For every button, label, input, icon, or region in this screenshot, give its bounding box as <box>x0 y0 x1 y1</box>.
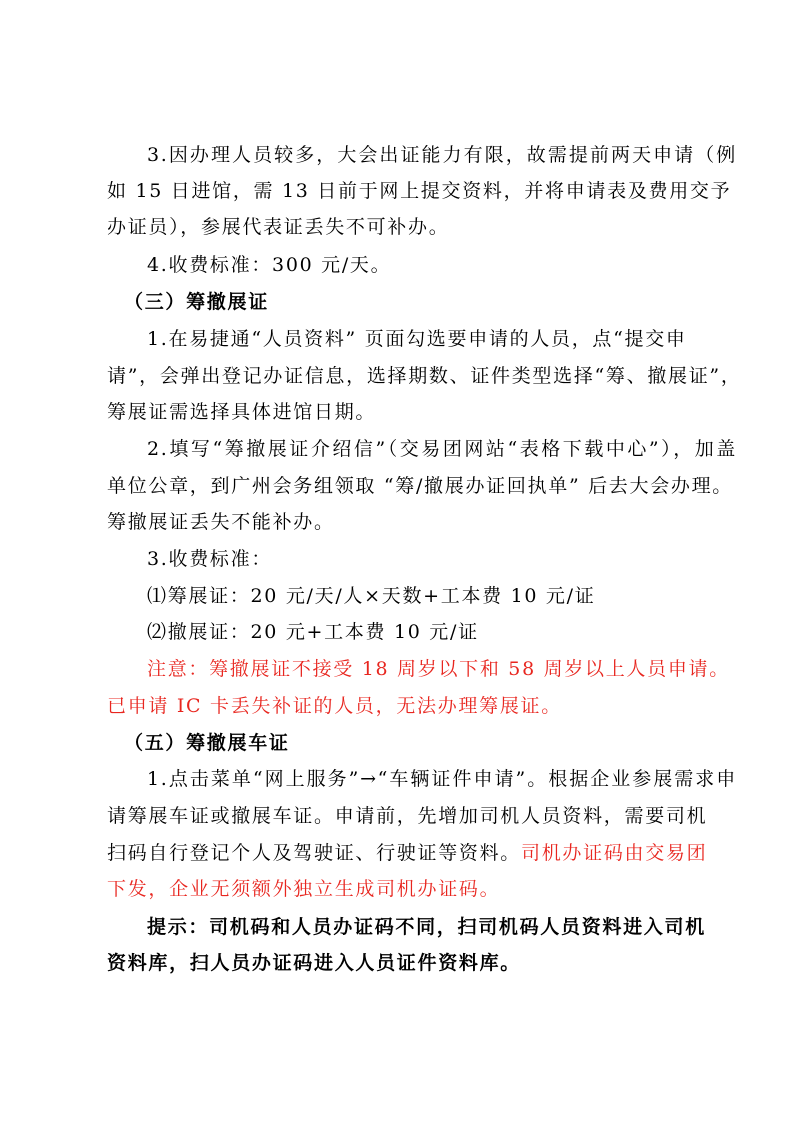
paragraph-5-line-3-red: 司机办证码由交易团 <box>521 842 708 864</box>
paragraph-5-line-4: 下发，企业无须额外独立生成司机办证码。 <box>107 878 501 900</box>
paragraph-1-line-3: 筹展证需选择具体进馆日期。 <box>107 401 377 423</box>
section-heading-3: （三）筹撤展证 <box>124 291 269 313</box>
paragraph-3-line-3: 办证员），参展代表证丢失不可补办。 <box>107 216 450 238</box>
paragraph-5-line-2: 请筹展车证或撤展车证。申请前，先增加司机人员资料，需要司机 <box>107 805 708 827</box>
paragraph-2-line-2: 单位公章，到广州会务组领取 “筹/撤展办证回执单” 后去大会办理。 <box>107 475 734 497</box>
tip-line-2: 资料库，扫人员办证码进入人员证件资料库。 <box>107 952 522 974</box>
notice-line-2: 已申请 IC 卡丢失补证的人员，无法办理筹展证。 <box>107 695 562 717</box>
fee-setup-pass: ⑴筹展证：20 元/天/人×天数+工本费 10 元/证 <box>147 585 596 607</box>
paragraph-3-line-2: 如 15 日进馆，需 13 日前于网上提交资料，并将申请表及费用交予 <box>107 180 732 202</box>
fee-teardown-pass: ⑵撤展证：20 元+工本费 10 元/证 <box>147 621 479 643</box>
section-heading-5: （五）筹撤展车证 <box>124 732 290 754</box>
fee-standard-heading: 3.收费标准： <box>147 548 273 570</box>
paragraph-5-line-3-black: 扫码自行登记个人及驾驶证、行驶证等资料。 <box>107 842 522 864</box>
paragraph-1-line-2: 请”，会弹出登记办证信息，选择期数、证件类型选择“筹、撤展证”， <box>107 365 742 387</box>
paragraph-2-line-1: 2.填写“筹撤展证介绍信”（交易团网站“表格下载中心”），加盖 <box>147 438 737 460</box>
paragraph-3-line-1: 3.因办理人员较多，大会出证能力有限，故需提前两天申请（例 <box>147 144 737 166</box>
tip-line-1: 提示：司机码和人员办证码不同，扫司机码人员资料进入司机 <box>147 916 706 938</box>
notice-line-1: 注意：筹撤展证不接受 18 周岁以下和 58 周岁以上人员申请。 <box>147 658 730 680</box>
paragraph-2-line-3: 筹撤展证丢失不能补办。 <box>107 511 335 533</box>
paragraph-1-line-1: 1.在易捷通“人员资料” 页面勾选要申请的人员，点“提交申 <box>147 328 687 350</box>
paragraph-5-line-3 <box>107 840 707 866</box>
paragraph-5-line-1: 1.点击菜单“网上服务”→“车辆证件申请”。根据企业参展需求申 <box>147 768 737 790</box>
fee-standard-4: 4.收费标准：300 元/天。 <box>147 254 392 276</box>
